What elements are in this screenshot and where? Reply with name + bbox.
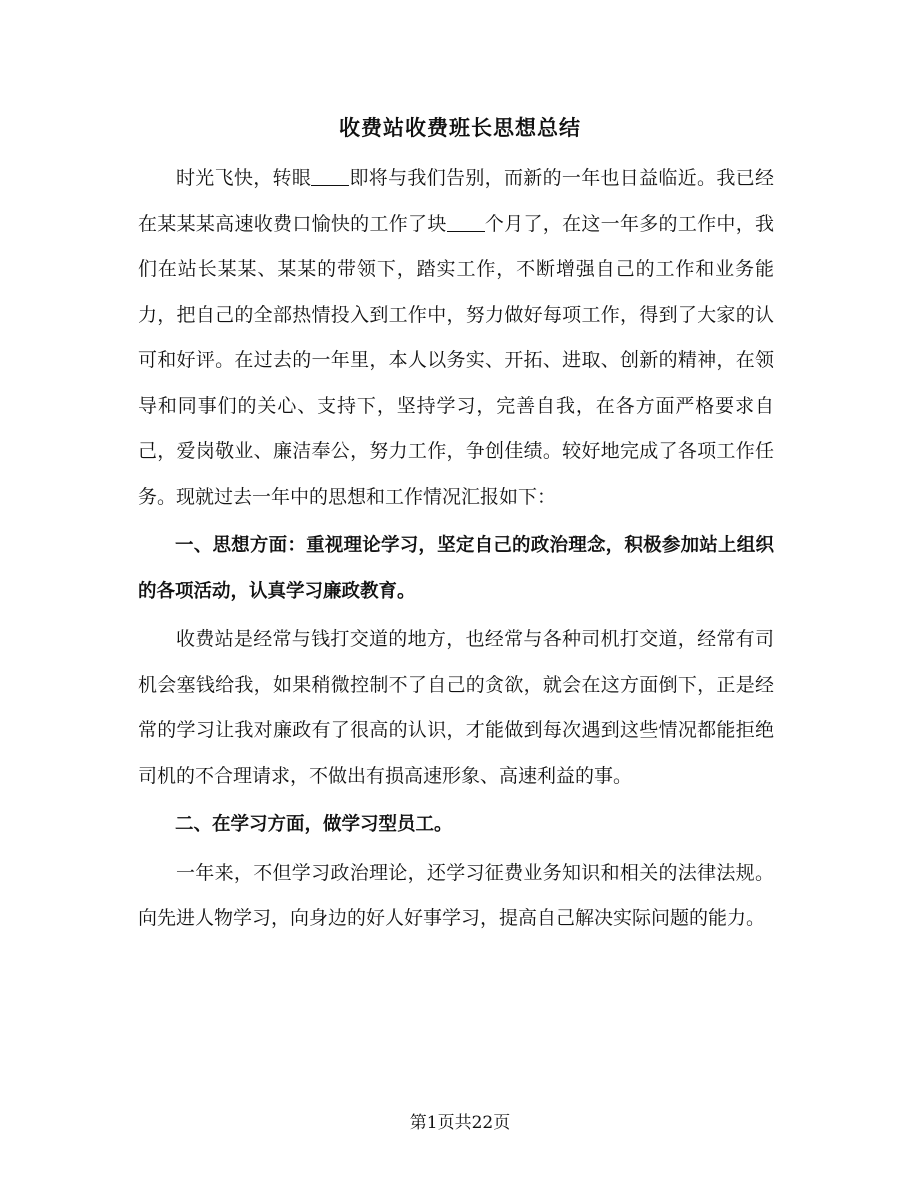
intro-text-part-1: 时光飞快，转眼	[176, 167, 312, 189]
intro-text-part-3: 个月了，在这一年多的工作中，我们在站长某某、某某的带领下，踏实工作，不断增强自己的工作和业务能力，把自己的全部热情投入到工作中，努力做好每项工作，得到了大家的认可和好评。在过去的一年里，本人以务实、开拓、进取、创新的精神，在领导和同事们的关心、支持下，坚持学习，完善自我，在各方面严格要求自己，爱岗敬业、廉洁奉公，努力工作，争创佳绩。较好地完成了各项工作任务。现就过去一年中的思想和工作情况汇报如下：	[138, 212, 774, 508]
document-title: 收费站收费班长思想总结	[339, 116, 581, 140]
section-heading-study: 二、在学习方面，做学习型员工。	[175, 814, 453, 835]
document-body	[138, 156, 774, 945]
page-number: 第1页共22页	[409, 1113, 511, 1133]
blank-line-2	[447, 212, 485, 232]
study-paragraph: 一年来，不但学习政治理论，还学习征费业务知识和相关的法律法规。向先进人物学习，向身边的好人好事学习，提高自己解决实际问题的能力。	[138, 861, 774, 929]
intro-paragraph	[138, 156, 774, 520]
section-heading-thought: 一、思想方面：重视理论学习，坚定自己的政治理念，积极参加站上组织的各项活动，认真学习廉政教育。	[138, 535, 774, 602]
thought-paragraph: 收费站是经常与钱打交道的地方，也经常与各种司机打交道，经常有司机会塞钱给我，如果稍微控制不了自己的贪欲，就会在这方面倒下，正是经常的学习让我对廉政有了很高的认识，才能做到每次遇到这些情况都能拒绝司机的不合理请求，不做出有损高速形象、高速利益的事。	[138, 628, 774, 787]
intro-text-part-2: 即将与我们告别，而新的一年也日益临近。我已经在某某某高速收费口愉快的工作了块	[138, 167, 774, 235]
blank-line-1	[311, 166, 349, 186]
